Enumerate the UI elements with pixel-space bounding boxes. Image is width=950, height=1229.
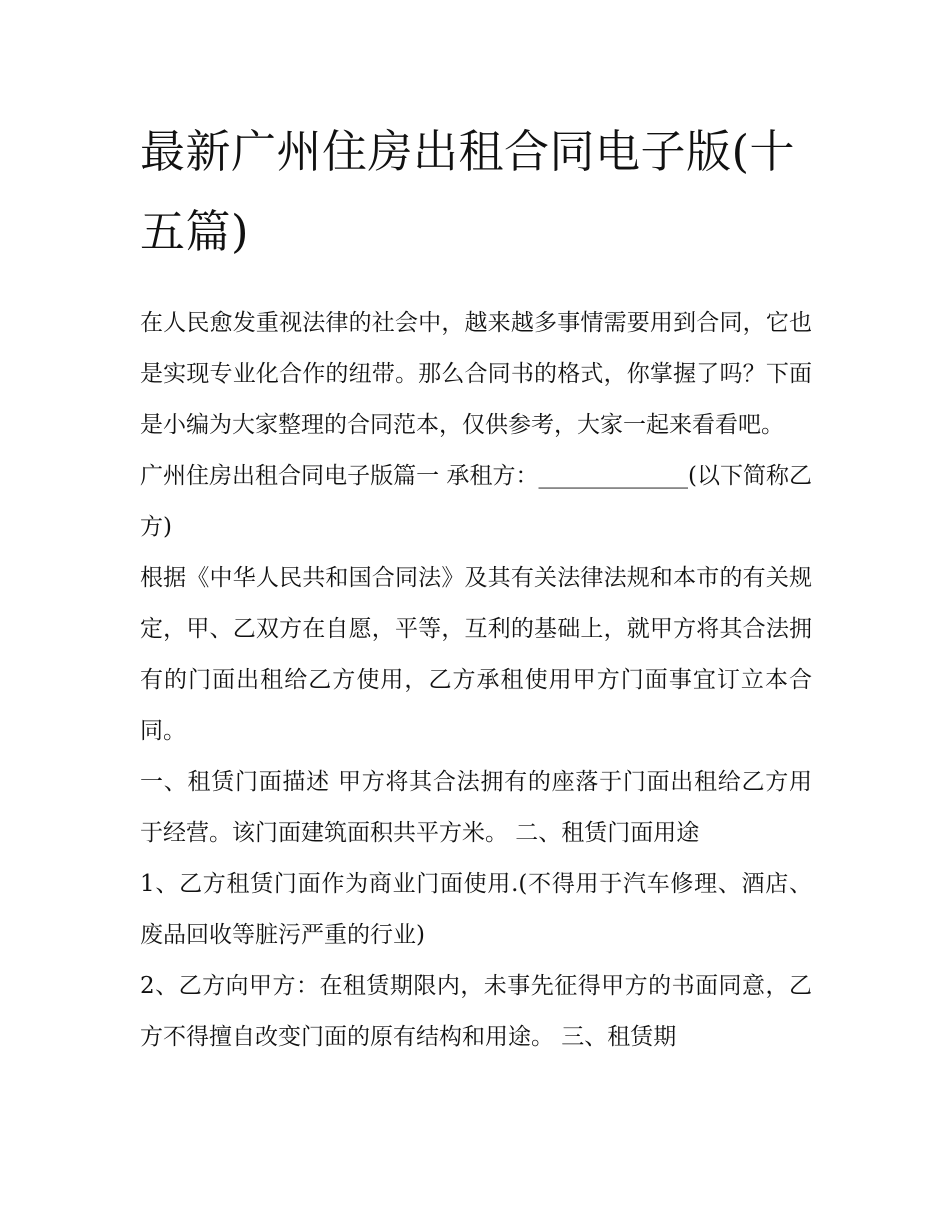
document-body [140,298,812,1063]
paragraph-clause-1: 一、租赁门面描述 甲方将其合法拥有的座落于门面出租给乙方用于经营。该门面建筑面积共平方米。 二、租赁门面用途 [140,769,812,846]
paragraph-intro: 在人民愈发重视法律的社会中，越来越多事情需要用到合同，它也是实现专业化合作的纽带。那么合同书的格式，你掌握了吗？下面是小编为大家整理的合同范本，仅供参考，大家一起来看看吧。 [140,310,812,438]
document-page [140,112,812,1063]
document-title: 最新广州住房出租合同电子版(十五篇) [140,125,796,258]
paragraph-lessee: 广州住房出租合同电子版篇一 承租方：_____________(以下简称乙方) [140,463,812,540]
paragraph-clause-2-2: 2、乙方向甲方：在租赁期限内，未事先征得甲方的书面同意，乙方不得擅自改变门面的原有结构和用途。 三、租赁期 [140,973,812,1050]
paragraph-basis: 根据《中华人民共和国合同法》及其有关法律法规和本市的有关规定，甲、乙双方在自愿，平等，互利的基础上，就甲方将其合法拥有的门面出租给乙方使用，乙方承租使用甲方门面事宜订立本合同。 [140,565,812,744]
paragraph-clause-2-1: 1、乙方租赁门面作为商业门面使用.(不得用于汽车修理、酒店、废品回收等脏污严重的行业) [140,871,812,948]
